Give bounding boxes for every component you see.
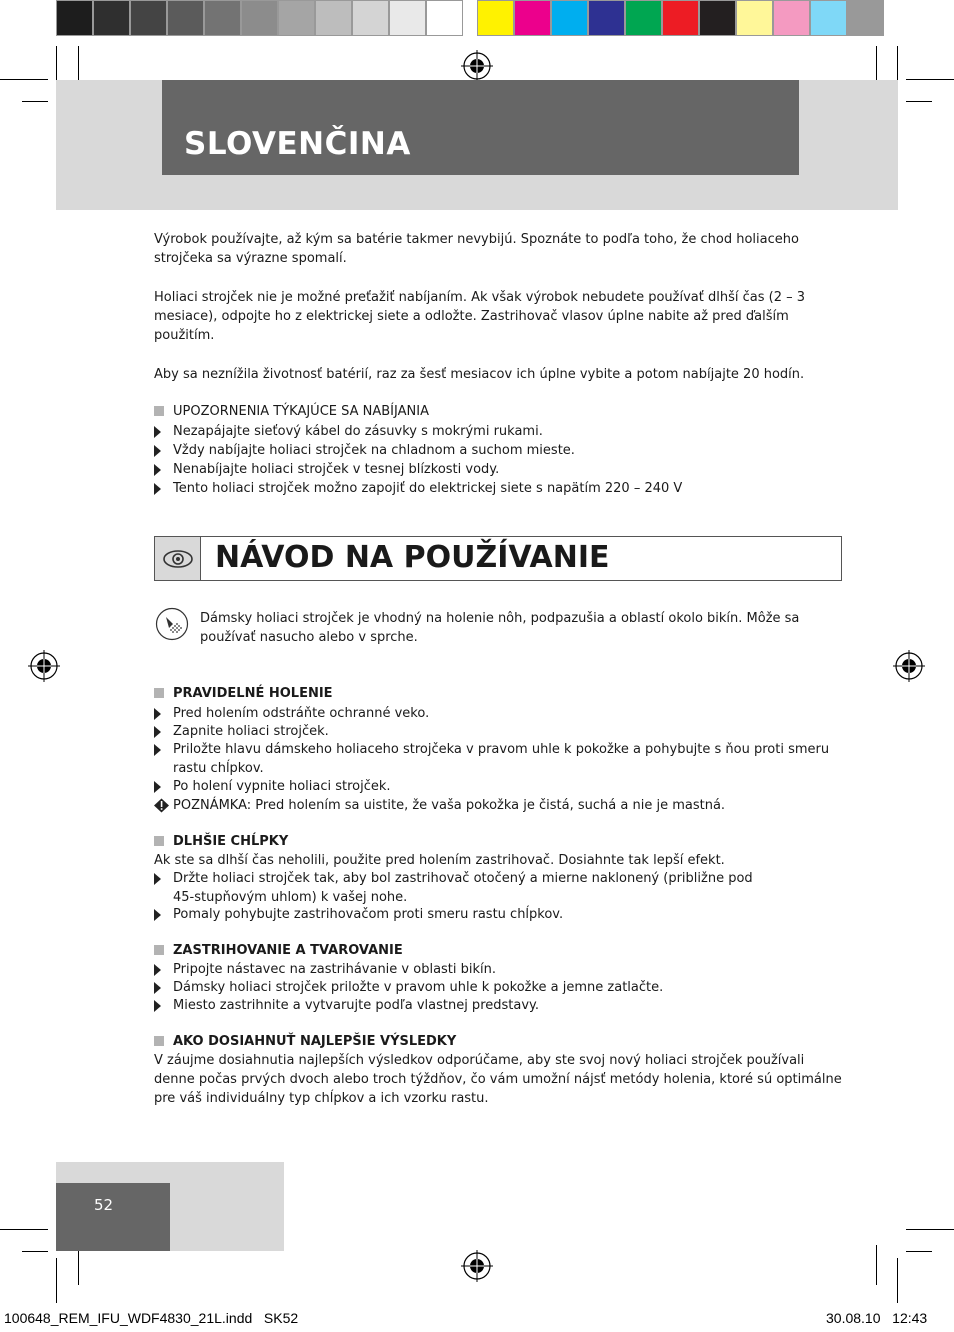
crop-mark bbox=[78, 1245, 79, 1285]
intro-paragraph: Holiaci strojček nie je možné preťažiť nabíjaním. Ak však výrobok nebudete používať dlhší čas (2 – 3 mesiace), odpojte ho z elektrickej siete a odložte. Zastrihovač vlasov úplne nabite až pred ďalším použitím. bbox=[154, 290, 806, 343]
regular-heading-text: PRAVIDELNÉ HOLENIE bbox=[173, 686, 333, 701]
list-item bbox=[154, 479, 844, 498]
crop-mark bbox=[0, 79, 48, 80]
list-item bbox=[154, 704, 844, 723]
list-item-text: Priložte hlavu dámskeho holiaceho strojčeka v pravom uhle k pokožke a pohybujte s ňou proti smeru rastu chĺpkov. bbox=[173, 742, 830, 776]
arrow-bullet-icon bbox=[154, 426, 161, 438]
list-item-text: Vždy nabíjajte holiaci strojček na chladnom a suchom mieste. bbox=[173, 443, 575, 458]
list-item bbox=[154, 722, 844, 741]
color-swatch bbox=[426, 0, 463, 36]
best-heading bbox=[154, 1032, 844, 1051]
color-bar-gap bbox=[463, 0, 477, 38]
color-swatch bbox=[477, 0, 514, 36]
color-swatch bbox=[551, 0, 588, 36]
best-paragraph: V záujme dosiahnutia najlepších výsledkov odporúčame, aby ste svoj nový holiaci strojček používali denne počas prvých dvoch alebo troch týždňov, čo vám umožní nájsť metódy holenia, ktoré sú optimálne pre váš individuálny typ chĺpkov a ich vzorku rastu. bbox=[154, 1053, 842, 1106]
trimming-heading-text: ZASTRIHOVANIE A TVAROVANIE bbox=[173, 943, 403, 958]
registration-mark-icon bbox=[893, 650, 925, 682]
color-swatch bbox=[56, 0, 93, 36]
list-item bbox=[154, 777, 844, 796]
warnings-heading-text: UPOZORNENIA TÝKAJÚCE SA NABÍJANIA bbox=[173, 404, 429, 419]
list-item-text: Pred holením odstráňte ochranné veko. bbox=[173, 706, 430, 721]
intro-paragraph: Výrobok používajte, až kým sa batérie takmer nevybijú. Spoznáte to podľa toho, že chod holiaceho strojčeka sa výrazne spomalí. bbox=[154, 232, 799, 266]
color-swatch bbox=[810, 0, 847, 36]
arrow-bullet-icon bbox=[154, 744, 161, 756]
arrow-bullet-icon bbox=[154, 708, 161, 720]
color-swatch bbox=[204, 0, 241, 36]
list-item-text: Nezapájajte sieťový kábel do zásuvky s mokrými rukami. bbox=[173, 424, 543, 439]
color-swatch bbox=[625, 0, 662, 36]
list-item bbox=[154, 996, 844, 1015]
color-swatch bbox=[167, 0, 204, 36]
color-swatch bbox=[93, 0, 130, 36]
list-item bbox=[154, 460, 844, 479]
color-swatch bbox=[130, 0, 167, 36]
list-item-text: Držte holiaci strojček tak, aby bol zastrihovač otočený a mierne naklonený (približne pod 45-stupňovým uhlom) k vašej nohe. bbox=[173, 871, 753, 905]
page-number-box bbox=[56, 1183, 170, 1251]
registration-mark-icon bbox=[461, 50, 493, 82]
warning-icon bbox=[154, 798, 170, 813]
list-item bbox=[154, 869, 774, 907]
list-item-text: Tento holiaci strojček možno zapojiť do elektrickej siete s napätím 220 – 240 V bbox=[173, 481, 683, 496]
footer-date: 30.08.10 12:43 bbox=[826, 1310, 928, 1326]
color-swatch bbox=[736, 0, 773, 36]
longer-heading-text: DLHŠIE CHĹPKY bbox=[173, 834, 289, 849]
list-item bbox=[154, 905, 844, 924]
shower-note: Dámsky holiaci strojček je vhodný na holenie nôh, podpazušia a oblastí okolo bikín. Môže sa používať nasucho alebo v sprche. bbox=[200, 611, 800, 645]
note bbox=[154, 796, 844, 815]
crop-mark bbox=[56, 1258, 57, 1303]
registration-mark-icon bbox=[28, 650, 60, 682]
crop-mark bbox=[897, 1258, 898, 1303]
color-swatch bbox=[773, 0, 810, 36]
longer-intro: Ak ste sa dlhší čas neholili, použite pred holením zastrihovač. Dosiahnte tak lepší efekt. bbox=[154, 853, 725, 868]
color-swatch bbox=[699, 0, 736, 36]
bullet-square-icon bbox=[154, 688, 164, 698]
crop-mark bbox=[906, 1229, 954, 1230]
color-swatch bbox=[662, 0, 699, 36]
bullet-square-icon bbox=[154, 1036, 164, 1046]
crop-mark bbox=[906, 1251, 932, 1252]
registration-mark-icon bbox=[461, 1250, 493, 1282]
shower-icon bbox=[155, 607, 189, 641]
list-item-text: Pripojte nástavec na zastrihávanie v oblasti bikín. bbox=[173, 962, 497, 977]
crop-mark bbox=[22, 1251, 48, 1252]
color-swatch bbox=[514, 0, 551, 36]
crop-mark bbox=[0, 1229, 48, 1230]
crop-mark bbox=[876, 1245, 877, 1285]
arrow-bullet-icon bbox=[154, 483, 161, 495]
regular-heading bbox=[154, 684, 844, 703]
arrow-bullet-icon bbox=[154, 909, 161, 921]
crop-mark bbox=[906, 79, 954, 80]
arrow-bullet-icon bbox=[154, 1000, 161, 1012]
arrow-bullet-icon bbox=[154, 464, 161, 476]
list-item-text: Zapnite holiaci strojček. bbox=[173, 724, 329, 739]
arrow-bullet-icon bbox=[154, 726, 161, 738]
page-title: SLOVENČINA bbox=[184, 126, 411, 162]
eye-icon bbox=[155, 537, 201, 580]
section-header bbox=[154, 536, 842, 581]
list-item-text: Nenabíjajte holiaci strojček v tesnej blízkosti vody. bbox=[173, 462, 500, 477]
list-item bbox=[154, 960, 844, 979]
list-item-text: Dámsky holiaci strojček priložte v pravom uhle k pokožke a jemne zatlačte. bbox=[173, 980, 664, 995]
color-swatch bbox=[847, 0, 884, 36]
intro-paragraph: Aby sa neznížila životnosť batérií, raz za šesť mesiacov ich úplne vybite a potom nabíjajte 20 hodín. bbox=[154, 367, 805, 382]
list-item bbox=[154, 422, 844, 441]
arrow-bullet-icon bbox=[154, 781, 161, 793]
color-swatch bbox=[588, 0, 625, 36]
color-swatch bbox=[389, 0, 426, 36]
best-heading-text: AKO DOSIAHNUŤ NAJLEPŠIE VÝSLEDKY bbox=[173, 1034, 457, 1049]
list-item-text: Po holení vypnite holiaci strojček. bbox=[173, 779, 391, 794]
trimming-heading bbox=[154, 941, 844, 960]
footer-file: 100648_REM_IFU_WDF4830_21L.indd SK52 bbox=[4, 1310, 299, 1326]
bullet-square-icon bbox=[154, 945, 164, 955]
longer-heading bbox=[154, 832, 844, 851]
list-item-text: Pomaly pohybujte zastrihovačom proti smeru rastu chĺpkov. bbox=[173, 907, 564, 922]
color-swatch bbox=[352, 0, 389, 36]
page-number: 52 bbox=[94, 1196, 114, 1214]
section-title: NÁVOD NA POUŽÍVANIE bbox=[215, 540, 610, 575]
list-item bbox=[154, 441, 844, 460]
note-text: POZNÁMKA: Pred holením sa uistite, že vaša pokožka je čistá, suchá a nie je mastná. bbox=[173, 798, 726, 813]
bullet-square-icon bbox=[154, 406, 164, 416]
color-calibration-bar bbox=[56, 0, 896, 38]
crop-mark bbox=[22, 101, 48, 102]
color-swatch bbox=[241, 0, 278, 36]
arrow-bullet-icon bbox=[154, 964, 161, 976]
color-swatch bbox=[278, 0, 315, 36]
list-item bbox=[154, 978, 844, 997]
arrow-bullet-icon bbox=[154, 445, 161, 457]
crop-mark bbox=[906, 101, 932, 102]
list-item bbox=[154, 740, 844, 778]
bullet-square-icon bbox=[154, 836, 164, 846]
list-item-text: Miesto zastrihnite a vytvarujte podľa vlastnej predstavy. bbox=[173, 998, 539, 1013]
arrow-bullet-icon bbox=[154, 982, 161, 994]
warnings-heading bbox=[154, 402, 844, 421]
color-swatch bbox=[315, 0, 352, 36]
arrow-bullet-icon bbox=[154, 873, 161, 885]
